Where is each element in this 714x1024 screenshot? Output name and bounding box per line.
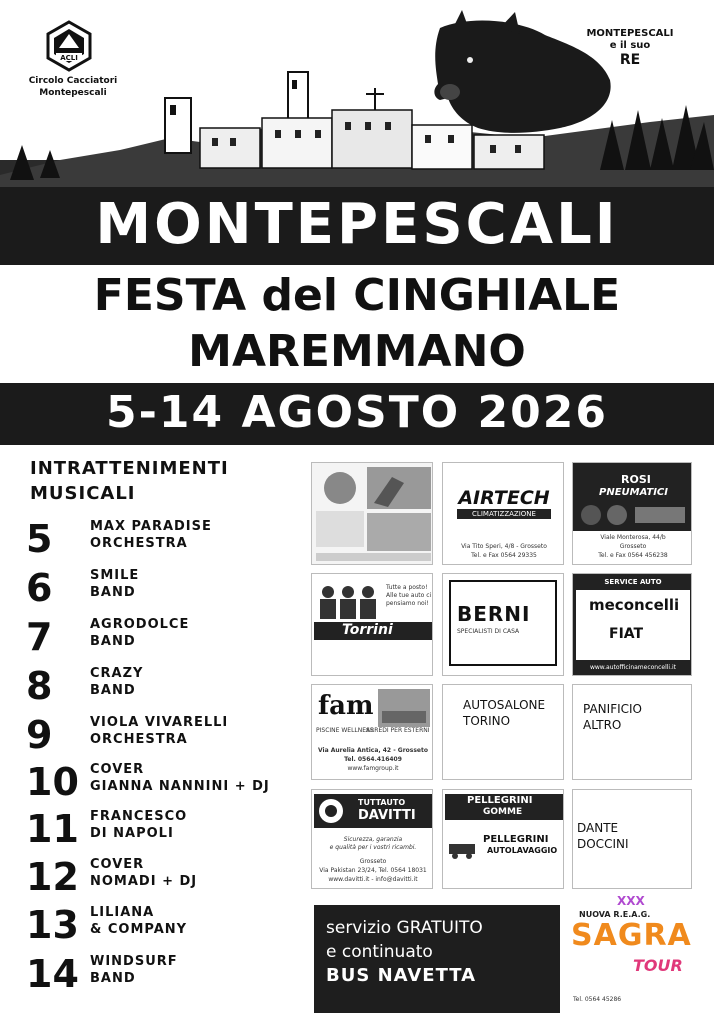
airtech-sub: CLIMATIZZAZIONE	[457, 509, 551, 519]
sagra-title: SAGRA	[571, 918, 692, 953]
program-act-line1: VIOLA VIVARELLI	[90, 715, 229, 730]
davitti-address: Via Pakistan 23/24, Tel. 0564 18031	[319, 867, 427, 874]
king-line1: MONTEPESCALI	[586, 28, 674, 39]
club-line2: Montepescali	[39, 88, 107, 98]
sponsor-panificio	[572, 684, 692, 780]
king-caption	[568, 28, 692, 68]
program-act-line2: BAND	[90, 971, 136, 986]
sponsor-berni	[442, 573, 564, 676]
program-act-line1: SMILE	[90, 568, 140, 583]
sponsor-davitti	[311, 789, 433, 889]
program-day: 12	[26, 855, 79, 899]
torrini-name: Torrini	[342, 622, 393, 638]
fam-sub2: ARREDI PER ESTERNI	[366, 727, 430, 734]
program-day: 5	[26, 517, 53, 561]
program-act-line2: ORCHESTRA	[90, 536, 188, 551]
program-day: 8	[26, 664, 53, 708]
shuttle-line3: BUS NAVETTA	[326, 965, 477, 986]
main-title: MONTEPESCALI	[95, 192, 619, 257]
program-act-line2: BAND	[90, 585, 136, 600]
dante-line2: DOCCINI	[577, 837, 629, 851]
meconcelli-banner: SERVICE AUTO	[604, 578, 662, 586]
sponsor-sagra-tour	[569, 896, 693, 1016]
car-wash-icon	[447, 830, 477, 860]
program-item	[26, 711, 316, 759]
program-act-line2: NOMADI + DJ	[90, 874, 198, 889]
shuttle-line1: servizio GRATUITO	[326, 918, 483, 938]
sagra-phone: Tel. 0564 45286	[573, 996, 622, 1003]
program-act-line2: & COMPANY	[90, 922, 188, 937]
program-heading-line1: INTRATTENIMENTI	[30, 458, 229, 479]
program-day: 11	[26, 807, 79, 851]
torrini-tagline: Tutte a posto! Alle tue auto ci pensiamo noi!	[386, 584, 432, 607]
program-day: 10	[26, 760, 79, 804]
sponsor-meconcelli	[572, 573, 692, 676]
program-act-line1: COVER	[90, 762, 145, 777]
sagra-tour: TOUR	[633, 956, 683, 975]
program-item	[26, 515, 316, 563]
panificio-line2: ALTRO	[583, 718, 622, 732]
program-item	[26, 805, 316, 853]
program-act-line2: BAND	[90, 683, 136, 698]
fam-photo	[378, 689, 430, 727]
fam-name: fam	[318, 691, 374, 721]
davitti-slogan1: Sicurezza, garanzia	[343, 836, 403, 843]
panificio-line1: PANIFICIO	[583, 702, 642, 716]
program-heading	[30, 456, 290, 506]
rosi-phone: Tel. e Fax 0564 456238	[598, 552, 668, 559]
program-act-line1: LILIANA	[90, 905, 155, 920]
sponsor-airtech	[442, 462, 564, 565]
program-item	[26, 758, 316, 806]
torrini-staff-photo	[314, 582, 384, 622]
meconcelli-name: meconcelli	[589, 596, 680, 614]
sponsor-dante-doccini	[572, 789, 692, 889]
shuttle-bus-notice	[314, 905, 560, 1013]
subtitle-line1: FESTA del CINGHIALE	[93, 270, 621, 321]
program-act-line1: AGRODOLCE	[90, 617, 190, 632]
program-day: 13	[26, 903, 79, 947]
fam-address: Via Aurelia Antica, 42 - Grosseto	[318, 747, 428, 754]
program-act-line1: COVER	[90, 857, 145, 872]
rosi-city: Grosseto	[619, 543, 647, 550]
program-item	[26, 564, 316, 612]
subtitle-line2: MAREMMANO	[188, 326, 526, 377]
program-item	[26, 950, 316, 998]
shuttle-line2: e continuato	[326, 942, 433, 962]
sagra-line1: NUOVA R.E.A.G.	[579, 910, 651, 919]
berni-name: BERNI	[457, 602, 531, 626]
program-act-line1: WINDSURF	[90, 954, 178, 969]
program-item	[26, 853, 316, 901]
rosi-name: ROSI	[621, 473, 651, 486]
king-line2: e il suo	[609, 40, 651, 51]
meconcelli-url: www.autofficinameconcelli.it	[589, 664, 677, 671]
event-dates: 5-14 AGOSTO 2026	[106, 387, 608, 438]
sponsor-excavation	[311, 462, 433, 565]
sponsor-autosalone	[442, 684, 564, 780]
rosi-sub: PNEUMATICI	[599, 487, 668, 498]
davitti-name2: DAVITTI	[358, 808, 416, 823]
logo-text: ACLI	[60, 54, 78, 62]
program-act-line1: FRANCESCO	[90, 809, 188, 824]
program-day: 7	[26, 615, 53, 659]
program-day: 6	[26, 566, 53, 610]
program-act-line2: BAND	[90, 634, 136, 649]
fiat-logo: FIAT	[609, 626, 644, 642]
rosi-address: Viale Monterosa, 44/b	[600, 534, 666, 541]
sponsor-excavation-photo	[312, 463, 433, 565]
pellegrini-name2: PELLEGRINI	[483, 834, 549, 845]
autosalone-line2: TORINO	[463, 714, 511, 728]
program-act-line2: ORCHESTRA	[90, 732, 188, 747]
program-day: 14	[26, 952, 79, 996]
dante-line1: DANTE	[577, 821, 619, 835]
sponsor-rosi	[572, 462, 692, 565]
autosalone-line1: AUTOSALONE	[463, 698, 546, 712]
program-item	[26, 662, 316, 710]
fam-url: www.famgroup.it	[347, 765, 399, 772]
program-act-line2: DI NAPOLI	[90, 826, 174, 841]
davitti-city: Grosseto	[359, 858, 387, 865]
davitti-url: www.davitti.it - info@davitti.it	[328, 876, 418, 883]
club-line1: Circolo Cacciatori	[28, 76, 118, 86]
airtech-name: AIRTECH	[458, 487, 550, 509]
program-heading-line2: MUSICALI	[30, 483, 136, 504]
tyres-icon	[577, 503, 689, 527]
program-act-line2: GIANNA NANNINI + DJ	[90, 779, 270, 794]
airtech-phone: Tel. e Fax 0564 29335	[471, 552, 537, 559]
davitti-name: TUTTAUTO	[358, 798, 406, 807]
sponsor-pellegrini	[442, 789, 564, 889]
king-line3: RE	[619, 52, 641, 68]
pellegrini-sub: GOMME	[483, 807, 523, 817]
berni-sub: SPECIALISTI DI CASA	[457, 628, 520, 635]
pellegrini-sub2: AUTOLAVAGGIO	[487, 846, 558, 855]
program-item	[26, 901, 316, 949]
sponsor-torrini	[311, 573, 433, 676]
sponsor-fam	[311, 684, 433, 780]
sagra-top: XXX	[617, 896, 645, 908]
program-day: 9	[26, 713, 53, 757]
davitti-slogan2: e qualità per i vostri ricambi.	[329, 844, 417, 851]
program-item	[26, 613, 316, 661]
fam-phone: Tel. 0564.416409	[344, 756, 402, 763]
pellegrini-name: PELLEGRINI	[467, 795, 533, 806]
davitti-logo-icon	[318, 798, 344, 824]
program-act-line1: CRAZY	[90, 666, 144, 681]
fam-sub1: PISCINE WELLNESS	[316, 727, 374, 734]
program-act-line1: MAX PARADISE	[90, 519, 212, 534]
airtech-address: Via Tito Speri, 4/8 - Grosseto	[461, 543, 547, 550]
